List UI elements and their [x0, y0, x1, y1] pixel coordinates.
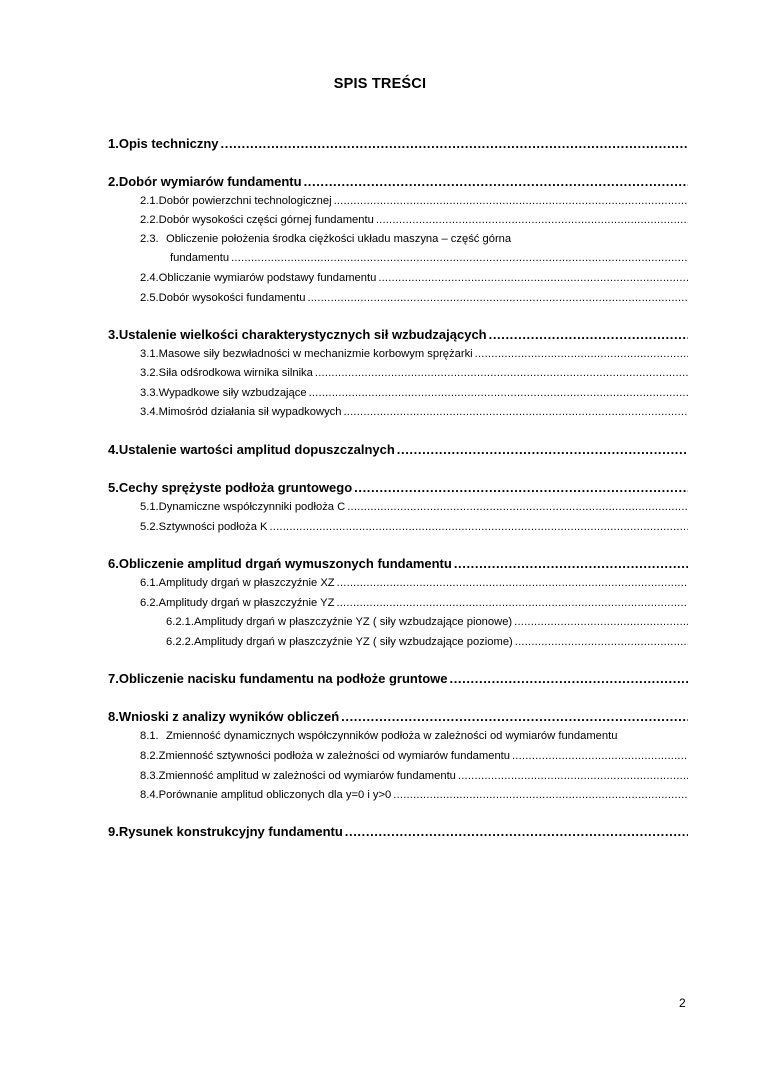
toc-title: Masowe siły bezwładności w mechanizmie korbowym sprężarki — [158, 348, 473, 360]
toc-entry-8[interactable] — [108, 709, 688, 724]
toc-number: 6. — [108, 556, 119, 571]
toc-number: 5.1. — [140, 501, 159, 513]
toc-entry-7[interactable] — [108, 671, 688, 686]
toc-entry-6[interactable] — [108, 556, 688, 571]
toc-title: Opis techniczny — [118, 136, 219, 151]
dot-leader — [376, 214, 688, 226]
toc-number: 6.2.1. — [166, 616, 194, 628]
toc-title: Sztywności podłoża K — [158, 521, 268, 533]
toc-entry-8-1[interactable] — [140, 730, 688, 742]
toc-title: Dobór powierzchni technologicznej — [158, 195, 332, 207]
dot-leader — [489, 327, 688, 342]
toc-entry-8-3[interactable] — [140, 770, 688, 782]
toc-number: 5.2. — [140, 521, 159, 533]
toc-number: 2.2. — [140, 214, 159, 226]
toc-entry-8-4[interactable] — [140, 789, 688, 801]
toc-title: Dynamiczne współczynniki podłoża C — [158, 501, 346, 513]
dot-leader — [378, 272, 688, 284]
dot-leader — [515, 636, 688, 648]
toc-entry-2[interactable] — [108, 174, 688, 189]
dot-leader — [354, 480, 688, 495]
toc-number: 3.4. — [140, 406, 159, 418]
toc-title: Wnioski z analizy wyników obliczeń — [118, 709, 340, 724]
toc-entry-5-1[interactable] — [140, 501, 688, 513]
toc-title: Obliczanie wymiarów podstawy fundamentu — [158, 272, 377, 284]
dot-leader — [336, 597, 688, 609]
toc-number: 3.2. — [140, 367, 159, 379]
dot-leader — [397, 442, 688, 457]
toc-entry-3-2[interactable] — [140, 367, 688, 379]
toc-title: Obliczenie nacisku fundamentu na podłoże gruntowe — [118, 671, 448, 686]
toc-title: Zmienność amplitud w zależności od wymiarów fundamentu — [158, 770, 456, 782]
dot-leader — [458, 770, 688, 782]
toc-number: 8.1. — [140, 730, 159, 742]
toc-entry-2-2[interactable] — [140, 214, 688, 226]
toc-number: 2. — [108, 174, 119, 189]
dot-leader — [347, 501, 688, 513]
dot-leader — [514, 616, 688, 628]
toc-title: Dobór wysokości części górnej fundamentu — [158, 214, 374, 226]
toc-number: 4. — [108, 442, 119, 457]
toc-title: Wypadkowe siły wzbudzające — [158, 387, 307, 399]
toc-number: 2.4. — [140, 272, 159, 284]
dot-leader — [307, 292, 688, 304]
toc-title: Siła odśrodkowa wirnika silnika — [158, 367, 313, 379]
toc-title: Amplitudy drgań w płaszczyźnie YZ ( siły wzbudzające poziome) — [194, 636, 513, 648]
toc-title: Ustalenie wartości amplitud dopuszczalnych — [118, 442, 395, 457]
toc-number: 2.1. — [140, 195, 159, 207]
toc-entry-2-1[interactable] — [140, 195, 688, 207]
dot-leader — [315, 367, 688, 379]
toc-entry-3-4[interactable] — [140, 406, 688, 418]
toc-entry-3-3[interactable] — [140, 387, 688, 399]
toc-number: 5. — [108, 480, 119, 495]
dot-leader — [475, 348, 688, 360]
toc-number: 8.2. — [140, 750, 159, 762]
toc-title: Cechy sprężyste podłoża gruntowego — [118, 480, 353, 495]
dot-leader — [450, 671, 689, 686]
toc-entry-5-2[interactable] — [140, 521, 688, 533]
toc-title: Porównanie amplitud obliczonych dla y=0 i y>0 — [158, 789, 392, 801]
toc-entry-6-1[interactable] — [140, 577, 688, 589]
toc-number: 6.1. — [140, 577, 159, 589]
toc-entry-6-2-2[interactable] — [166, 636, 688, 648]
toc-title: Mimośród działania sił wypadkowych — [158, 406, 342, 418]
dot-leader — [309, 387, 688, 399]
dot-leader — [270, 521, 689, 533]
toc-number: 9. — [108, 824, 119, 839]
toc-number: 3.3. — [140, 387, 159, 399]
toc-entry-3[interactable] — [108, 327, 688, 342]
toc-title: Dobór wymiarów fundamentu — [118, 174, 302, 189]
toc-number: 7. — [108, 671, 119, 686]
toc-title: Dobór wysokości fundamentu — [158, 292, 306, 304]
toc-title: Amplitudy drgań w płaszczyźnie YZ ( siły wzbudzające pionowe) — [194, 616, 513, 628]
dot-leader — [231, 252, 688, 264]
page-number: 2 — [679, 996, 686, 1010]
toc-entry-3-1[interactable] — [140, 348, 688, 360]
toc-entry-2-3-continuation[interactable] — [170, 252, 688, 264]
dot-leader — [512, 750, 688, 762]
toc-number: 3.1. — [140, 348, 159, 360]
toc-number: 8. — [108, 709, 119, 724]
toc-number: 6.2. — [140, 597, 159, 609]
toc-title: Obliczenie amplitud drgań wymuszonych fundamentu — [118, 556, 452, 571]
toc-title: Obliczenie położenia środka ciężkości układu maszyna – część górna — [166, 233, 512, 245]
toc-entry-6-2-1[interactable] — [166, 616, 688, 628]
dot-leader — [393, 789, 688, 801]
dot-leader — [345, 824, 688, 839]
toc-title: Amplitudy drgań w płaszczyźnie YZ — [158, 597, 335, 609]
toc-number: 8.4. — [140, 789, 159, 801]
toc-number: 2.3. — [140, 233, 159, 245]
dot-leader — [304, 174, 688, 189]
toc-number: 2.5. — [140, 292, 159, 304]
toc-entry-2-5[interactable] — [140, 292, 688, 304]
toc-entry-8-2[interactable] — [140, 750, 688, 762]
toc-title: Zmienność sztywności podłoża w zależności od wymiarów fundamentu — [158, 750, 510, 762]
toc-number: 1. — [108, 136, 119, 151]
toc-entry-9[interactable] — [108, 824, 688, 839]
toc-title: Amplitudy drgań w płaszczyźnie XZ — [158, 577, 335, 589]
dot-leader — [454, 556, 688, 571]
dot-leader — [221, 136, 688, 151]
dot-leader — [343, 406, 688, 418]
toc-entry-1[interactable] — [108, 136, 688, 151]
dot-leader — [337, 577, 688, 589]
toc-title: Zmienność dynamicznych współczynników podłoża w zależności od wymiarów fundamentu — [166, 730, 618, 742]
page-title: SPIS TREŚCI — [333, 76, 427, 92]
toc-entry-4[interactable] — [108, 442, 688, 457]
dot-leader — [341, 709, 688, 724]
toc-entry-6-2[interactable] — [140, 597, 688, 609]
toc-title: Ustalenie wielkości charakterystycznych sił wzbudzających — [118, 327, 487, 342]
toc-entry-5[interactable] — [108, 480, 688, 495]
toc-number: 3. — [108, 327, 119, 342]
toc-title: Rysunek konstrukcyjny fundamentu — [118, 824, 343, 839]
toc-number: 6.2.2. — [166, 636, 194, 648]
toc-entry-2-3[interactable] — [140, 233, 511, 245]
toc-title-continuation: fundamentu — [170, 252, 230, 264]
toc-number: 8.3. — [140, 770, 159, 782]
toc-entry-2-4[interactable] — [140, 272, 688, 284]
dot-leader — [334, 195, 688, 207]
